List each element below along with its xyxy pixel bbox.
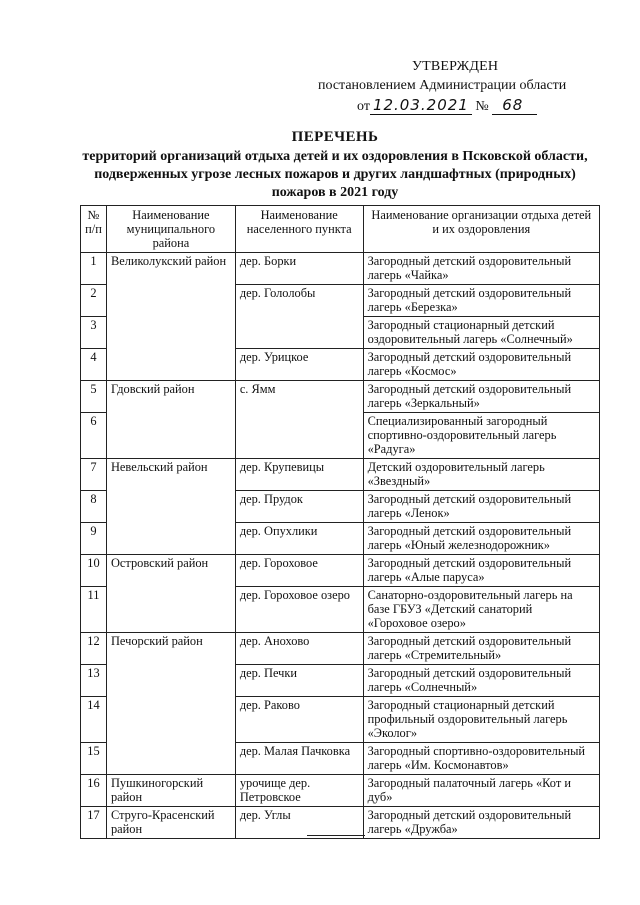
organization-cell: Специализированный загородный спортивно-оздоровительный лагерь «Радуга»: [363, 413, 599, 459]
table-row: [81, 381, 600, 413]
header-number: № п/п: [81, 206, 107, 253]
handwritten-number: 68: [492, 96, 537, 115]
organization-cell: Загородный спортивно-оздоровительный лагерь «Им. Космонавтов»: [363, 743, 599, 775]
settlement-cell: дер. Прудок: [235, 491, 363, 523]
settlement-cell: дер. Опухлики: [235, 523, 363, 555]
table-row: [81, 775, 600, 807]
row-number: 1: [81, 253, 107, 285]
settlement-cell: дер. Гороховое озеро: [235, 587, 363, 633]
row-number: 9: [81, 523, 107, 555]
row-number: 13: [81, 665, 107, 697]
title-subheading: территорий организаций отдыха детей и их оздоровления в Псковской области, подверженных угрозе лесных пожаров и других ландшафтных (природных) пожаров в 2021 году: [82, 149, 588, 200]
header-organization: Наименование организации отдыха детей и их оздоровления: [363, 206, 599, 253]
district-cell: Гдовский район: [106, 381, 235, 459]
header-settlement: Наименование населенного пункта: [235, 206, 363, 253]
date-prefix: от: [357, 99, 370, 114]
organization-cell: Загородный детский оздоровительный лагерь «Ленок»: [363, 491, 599, 523]
settlement-cell: дер. Урицкое: [235, 349, 363, 381]
approval-date-number: [357, 96, 537, 116]
camps-table: [80, 205, 600, 839]
organization-cell: Детский оздоровительный лагерь «Звездный»: [363, 459, 599, 491]
header-district: Наименование муниципального района: [106, 206, 235, 253]
table-row: [81, 253, 600, 285]
organization-cell: Загородный детский оздоровительный лагерь «Зеркальный»: [363, 381, 599, 413]
handwritten-date: 12.03.2021: [370, 96, 472, 115]
row-number: 17: [81, 807, 107, 839]
organization-cell: Загородный стационарный детский профильный оздоровительный лагерь «Эколог»: [363, 697, 599, 743]
row-number: 2: [81, 285, 107, 317]
row-number: 4: [81, 349, 107, 381]
closing-divider: [307, 835, 365, 836]
row-number: 12: [81, 633, 107, 665]
settlement-cell: дер. Анохово: [235, 633, 363, 665]
organization-cell: Загородный стационарный детский оздоровительный лагерь «Солнечный»: [363, 317, 599, 349]
district-cell: Невельский район: [106, 459, 235, 555]
row-number: 15: [81, 743, 107, 775]
row-number: 3: [81, 317, 107, 349]
settlement-cell: дер. Крупевицы: [235, 459, 363, 491]
row-number: 8: [81, 491, 107, 523]
settlement-cell: дер. Раково: [235, 697, 363, 743]
settlement-cell: с. Ямм: [235, 381, 363, 459]
settlement-cell: дер. Печки: [235, 665, 363, 697]
table-header-row: [81, 206, 600, 253]
settlement-cell: дер. Малая Пачковка: [235, 743, 363, 775]
row-number: 10: [81, 555, 107, 587]
district-cell: Пушкиногорский район: [106, 775, 235, 807]
district-cell: Струго-Красенский район: [106, 807, 235, 839]
number-sign: №: [475, 99, 489, 114]
organization-cell: Загородный детский оздоровительный лагерь «Юный железнодорожник»: [363, 523, 599, 555]
row-number: 5: [81, 381, 107, 413]
settlement-cell: дер. Гололобы: [235, 285, 363, 349]
document-title: [70, 128, 600, 202]
table-row: [81, 633, 600, 665]
title-heading: ПЕРЕЧЕНЬ: [291, 129, 379, 145]
settlement-cell: дер. Углы: [235, 807, 363, 839]
organization-cell: Санаторно-оздоровительный лагерь на базе ГБУЗ «Детский санаторий «Гороховое озеро»: [363, 587, 599, 633]
approved-by: постановлением Администрации области: [318, 78, 567, 93]
district-cell: Островский район: [106, 555, 235, 633]
organization-cell: Загородный детский оздоровительный лагерь «Березка»: [363, 285, 599, 317]
table-row: [81, 459, 600, 491]
district-cell: Великолукский район: [106, 253, 235, 381]
row-number: 16: [81, 775, 107, 807]
district-cell: Печорский район: [106, 633, 235, 775]
table-row: [81, 807, 600, 839]
settlement-cell: дер. Гороховое: [235, 555, 363, 587]
organization-cell: Загородный детский оздоровительный лагерь «Алые паруса»: [363, 555, 599, 587]
organization-cell: Загородный детский оздоровительный лагерь «Дружба»: [363, 807, 599, 839]
row-number: 6: [81, 413, 107, 459]
organization-cell: Загородный палаточный лагерь «Кот и дуб»: [363, 775, 599, 807]
approved-word: УТВЕРЖДЕН: [412, 59, 499, 74]
row-number: 14: [81, 697, 107, 743]
settlement-cell: урочище дер. Петровское: [235, 775, 363, 807]
organization-cell: Загородный детский оздоровительный лагерь «Стремительный»: [363, 633, 599, 665]
organization-cell: Загородный детский оздоровительный лагерь «Солнечный»: [363, 665, 599, 697]
table-row: [81, 555, 600, 587]
organization-cell: Загородный детский оздоровительный лагерь «Космос»: [363, 349, 599, 381]
row-number: 7: [81, 459, 107, 491]
row-number: 11: [81, 587, 107, 633]
organization-cell: Загородный детский оздоровительный лагерь «Чайка»: [363, 253, 599, 285]
settlement-cell: дер. Борки: [235, 253, 363, 285]
